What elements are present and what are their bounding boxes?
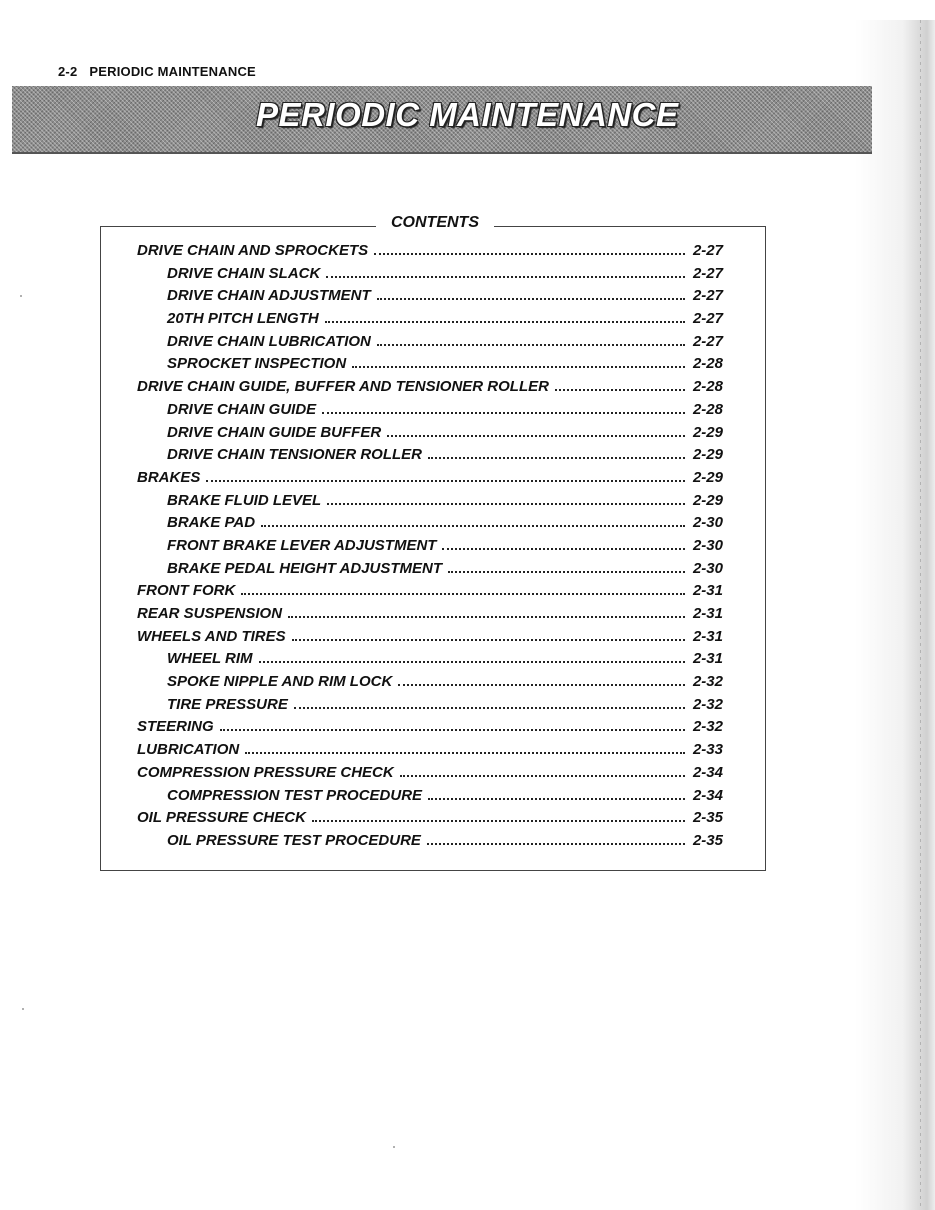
toc-dot-leader <box>398 684 685 686</box>
scan-speck <box>393 1146 395 1148</box>
toc-entry-title: DRIVE CHAIN TENSIONER ROLLER <box>167 446 423 464</box>
toc-dot-leader <box>400 775 685 777</box>
toc-dot-leader <box>442 548 685 550</box>
toc-entry-title: DRIVE CHAIN GUIDE <box>167 400 317 418</box>
toc-entry <box>137 378 723 401</box>
toc-entry-title: DRIVE CHAIN LUBRICATION <box>167 332 371 350</box>
running-head-page-number: 2-2 <box>58 64 78 79</box>
toc-dot-leader <box>428 798 685 800</box>
table-of-contents <box>137 242 723 855</box>
toc-entry-page: 2-32 <box>692 695 723 713</box>
toc-entry-title: SPOKE NIPPLE AND RIM LOCK <box>167 673 393 691</box>
banner-title: PERIODIC MAINTENANCE <box>256 96 679 133</box>
toc-dot-leader <box>206 480 685 482</box>
toc-entry-page: 2-34 <box>692 786 723 804</box>
toc-entry-page: 2-34 <box>692 763 723 781</box>
toc-dot-leader <box>326 276 685 278</box>
toc-entry-page: 2-28 <box>692 400 723 418</box>
toc-dot-leader <box>241 593 685 595</box>
toc-entry-title: COMPRESSION PRESSURE CHECK <box>137 763 394 781</box>
toc-dot-leader <box>374 253 685 255</box>
toc-entry-title: DRIVE CHAIN GUIDE BUFFER <box>167 423 382 441</box>
toc-entry <box>137 424 723 447</box>
toc-dot-leader <box>327 503 685 505</box>
toc-entry-title: REAR SUSPENSION <box>137 605 283 622</box>
toc-entry <box>137 650 723 673</box>
toc-entry <box>137 582 723 605</box>
toc-entry <box>137 696 723 719</box>
toc-entry <box>137 628 723 651</box>
toc-dot-leader <box>259 661 685 663</box>
toc-entry-title: DRIVE CHAIN ADJUSTMENT <box>167 287 371 305</box>
toc-entry-page: 2-30 <box>692 559 723 577</box>
toc-entry-page: 2-31 <box>692 605 723 622</box>
toc-dot-leader <box>352 366 685 368</box>
toc-dot-leader <box>292 639 685 641</box>
scan-speck <box>22 1008 24 1010</box>
toc-entry <box>137 492 723 515</box>
toc-dot-leader <box>427 843 685 845</box>
toc-entry <box>137 265 723 288</box>
toc-dot-leader <box>261 525 685 527</box>
toc-dot-leader <box>288 616 685 618</box>
running-head <box>58 64 256 79</box>
contents-heading: CONTENTS <box>391 214 479 231</box>
toc-dot-leader <box>245 752 685 754</box>
toc-entry <box>137 514 723 537</box>
toc-entry-page: 2-29 <box>692 468 723 486</box>
toc-entry-page: 2-29 <box>692 491 723 509</box>
toc-entry-title: BRAKE PAD <box>167 514 256 532</box>
toc-dot-leader <box>312 820 685 822</box>
toc-entry-title: COMPRESSION TEST PROCEDURE <box>167 786 423 804</box>
toc-entry-title: WHEELS AND TIRES <box>137 627 286 645</box>
toc-entry <box>137 741 723 764</box>
toc-dot-leader <box>325 321 685 323</box>
toc-entry <box>137 537 723 560</box>
toc-entry <box>137 333 723 356</box>
toc-entry-title: LUBRICATION <box>137 741 240 759</box>
toc-entry <box>137 673 723 696</box>
toc-entry-page: 2-35 <box>692 809 723 827</box>
toc-entry-page: 2-27 <box>692 332 723 350</box>
toc-entry <box>137 605 723 628</box>
toc-entry-title: FRONT BRAKE LEVER ADJUSTMENT <box>167 536 437 554</box>
toc-entry <box>137 832 723 855</box>
toc-entry-title: OIL PRESSURE CHECK <box>137 809 306 827</box>
toc-entry-title: TIRE PRESSURE <box>167 695 288 713</box>
toc-entry <box>137 809 723 832</box>
toc-entry-title: STEERING <box>137 718 214 736</box>
toc-dot-leader <box>387 435 685 437</box>
toc-entry-title: OIL PRESSURE TEST PROCEDURE <box>167 831 421 849</box>
toc-entry-page: 2-29 <box>692 446 723 464</box>
toc-dot-leader <box>448 571 685 573</box>
toc-entry <box>137 764 723 787</box>
toc-entry-page: 2-31 <box>692 582 723 600</box>
toc-entry-page: 2-30 <box>692 514 723 532</box>
toc-entry-page: 2-27 <box>692 264 723 282</box>
toc-entry-title: DRIVE CHAIN SLACK <box>167 264 321 282</box>
toc-entry <box>137 469 723 492</box>
scan-speck <box>20 295 22 297</box>
toc-dot-leader <box>428 457 685 459</box>
toc-dot-leader <box>294 707 685 709</box>
toc-entry <box>137 287 723 310</box>
toc-entry-title: DRIVE CHAIN GUIDE, BUFFER AND TENSIONER ROLLER <box>137 378 549 396</box>
toc-entry <box>137 560 723 583</box>
toc-entry-title: BRAKE FLUID LEVEL <box>167 491 322 509</box>
toc-entry-title: FRONT FORK <box>137 582 236 600</box>
section-banner <box>12 86 872 154</box>
toc-entry-page: 2-31 <box>692 650 723 668</box>
toc-entry-page: 2-27 <box>692 310 723 328</box>
toc-dot-leader <box>555 389 685 391</box>
toc-entry-page: 2-33 <box>692 741 723 759</box>
scanned-page-edge-shadow <box>855 20 935 1210</box>
toc-entry-page: 2-32 <box>692 673 723 691</box>
toc-entry-page: 2-27 <box>692 242 723 259</box>
toc-dot-leader <box>377 344 685 346</box>
toc-entry-page: 2-28 <box>692 355 723 373</box>
toc-entry-page: 2-27 <box>692 287 723 305</box>
toc-dot-leader <box>377 298 685 300</box>
toc-entry <box>137 446 723 469</box>
toc-entry <box>137 310 723 333</box>
toc-dot-leader <box>220 729 685 731</box>
toc-entry-page: 2-35 <box>692 831 723 849</box>
toc-entry <box>137 242 723 265</box>
contents-top-rule-right <box>494 226 765 227</box>
toc-entry-title: WHEEL RIM <box>167 650 253 668</box>
toc-entry-title: 20TH PITCH LENGTH <box>167 310 319 328</box>
toc-entry <box>137 787 723 810</box>
running-head-section: PERIODIC MAINTENANCE <box>89 64 256 79</box>
toc-entry-page: 2-30 <box>692 536 723 554</box>
toc-entry-title: DRIVE CHAIN AND SPROCKETS <box>137 242 369 259</box>
toc-entry-page: 2-28 <box>692 378 723 396</box>
toc-dot-leader <box>322 412 685 414</box>
toc-entry-title: SPROCKET INSPECTION <box>167 355 347 373</box>
toc-entry-page: 2-32 <box>692 718 723 736</box>
toc-entry-title: BRAKE PEDAL HEIGHT ADJUSTMENT <box>167 559 443 577</box>
toc-entry <box>137 718 723 741</box>
toc-entry <box>137 401 723 424</box>
toc-entry-page: 2-29 <box>692 423 723 441</box>
toc-entry <box>137 355 723 378</box>
toc-entry-page: 2-31 <box>692 627 723 645</box>
contents-top-rule-left <box>100 226 376 227</box>
toc-entry-title: BRAKES <box>137 468 201 486</box>
